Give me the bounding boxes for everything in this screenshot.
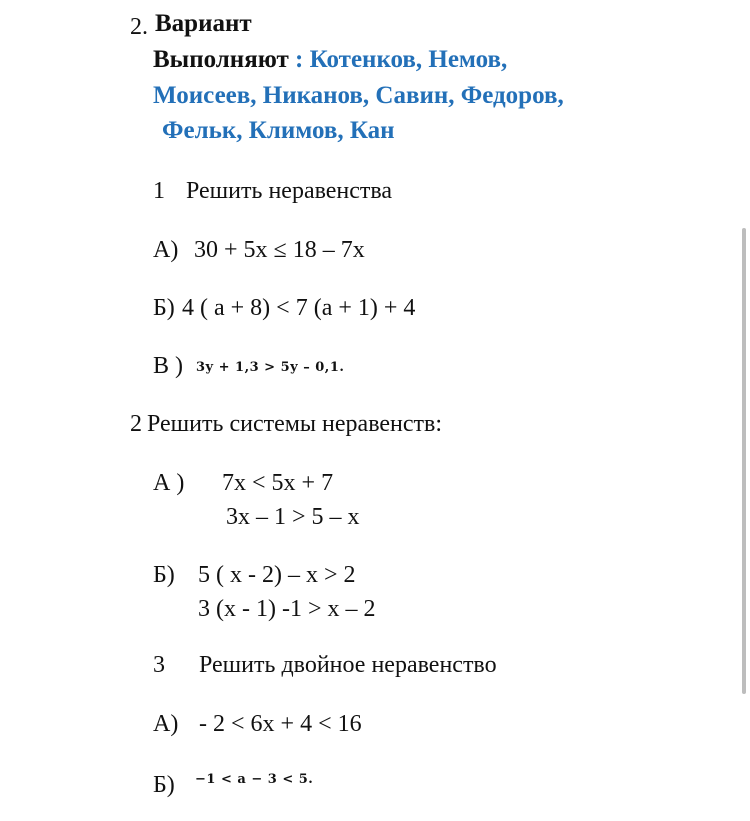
task2-a-line1: 7x < 5x + 7 [222,470,334,496]
task1-number: 1 [153,178,165,204]
task1-a-expr: 30 + 5x ≤ 18 – 7x [194,237,365,263]
task3-a-label: А) [153,711,179,737]
task3-a-expr: - 2 < 6x + 4 < 16 [199,711,362,737]
task1-a-label: А) [153,237,179,263]
task1-c-label: В ) [153,353,183,379]
performers-label: Выполняют [153,46,289,73]
task3-b-label: Б) [153,772,175,798]
task2-a-line2: 3x – 1 > 5 – x [226,504,360,530]
task1-title: Решить неравенства [186,178,393,204]
performers-line-1 [153,46,507,74]
task2-b-line2: 3 (x - 1) -1 > x – 2 [198,596,376,622]
task2-title: Решить системы неравенств: [147,411,443,437]
task3-number: 3 [153,652,165,678]
task2-b-line1: 5 ( x - 2) – x > 2 [198,562,356,588]
task1-c-expr-image: 3y + 1,3 > 5y – 0,1. [196,360,345,375]
performers-names-1: : Котенков, Немов, [288,46,508,73]
vertical-scrollbar[interactable] [742,228,746,694]
task2-b-label: Б) [153,562,175,588]
task2-a-label: А ) [153,470,185,496]
variant-title: Вариант [155,10,252,37]
performers-names-2: Моисеев, Никанов, Савин, Федоров, [153,82,564,109]
task3-title: Решить двойное неравенство [199,652,497,678]
task3-b-expr-image: −1 < a − 3 < 5. [195,772,314,787]
performers-names-3: Фельк, Климов, Кан [162,117,395,144]
variant-number: 2. [130,14,148,40]
task1-b-expr: 4 ( a + 8) < 7 (a + 1) + 4 [182,295,416,321]
task2-number: 2 [130,411,142,437]
task1-b-label: Б) [153,295,175,321]
